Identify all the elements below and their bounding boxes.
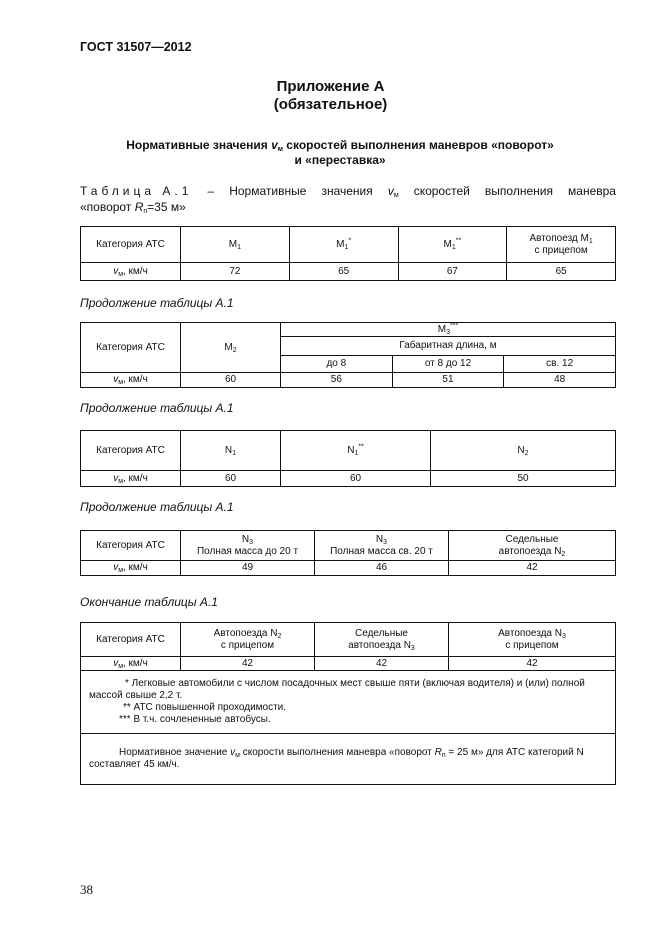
- value-cell: 42: [181, 657, 315, 671]
- final-note: Нормативное значение $v_м$ скорости выполнения маневра «поворот $R_п = 25$ м» для АТС категорий N составляет 45 км/ч.: [81, 734, 616, 785]
- header-category: Категория АТС: [81, 323, 181, 373]
- section-title: Нормативные значения $v_м$ скоростей выполнения маневров «поворот» и «переставка»: [126, 138, 554, 167]
- header-n2-trailer: Автопоезда $N_2$ с прицепом: [181, 623, 315, 657]
- table-a1-part2: [80, 322, 616, 388]
- table-row: [81, 227, 616, 263]
- value-cell: 60: [281, 471, 431, 487]
- continuation-label: Продолжение таблицы А.1: [80, 296, 234, 310]
- continuation-label: Продолжение таблицы А.1: [80, 401, 234, 415]
- header-n1: $N_1$: [181, 431, 281, 471]
- table-a1-part1: [80, 226, 616, 281]
- value-cell: 60: [181, 373, 281, 388]
- table-a1-part5: [80, 622, 616, 785]
- table-row: [81, 471, 616, 487]
- footnote: *** В т.ч. сочлененные автобусы.: [119, 714, 271, 725]
- table-row: [81, 373, 616, 388]
- value-cell: 50: [431, 471, 616, 487]
- header-semitrailer-n2: Седельные автопоезда $N_2$: [449, 531, 616, 561]
- value-cell: 56: [281, 373, 393, 388]
- appendix-subtitle: (обязательное): [273, 96, 388, 113]
- table-row: [81, 671, 616, 734]
- table-a1-part3: [80, 430, 616, 487]
- header-n3-trailer: Автопоезда $N_3$ с прицепом: [449, 623, 616, 657]
- value-cell: 42: [449, 657, 616, 671]
- value-cell: 49: [181, 561, 315, 576]
- table-row: [81, 531, 616, 561]
- end-label: Окончание таблицы А.1: [80, 595, 218, 609]
- value-cell: 72: [181, 263, 290, 281]
- value-cell: 48: [504, 373, 616, 388]
- continuation-label: Продолжение таблицы А.1: [80, 500, 234, 514]
- header-n3-over-20: $N_3$ Полная масса св. 20 т: [315, 531, 449, 561]
- row-label-speed: $v_м$, км/ч: [81, 373, 181, 388]
- appendix-title: Приложение А: [276, 78, 385, 95]
- table-caption: Таблица А.1 – Нормативные значения $v_м$ скоростей выполнения маневра «поворот $R_п=35$ м»: [80, 184, 616, 215]
- footnote: ** АТС повышенной проходимости.: [123, 702, 287, 713]
- value-cell: 60: [181, 471, 281, 487]
- row-label-speed: $v_м$, км/ч: [81, 657, 181, 671]
- header-m1-2star: $M_1^{**}$: [398, 227, 507, 263]
- header-range: св. 12: [504, 356, 616, 373]
- table-a1-part4: [80, 530, 616, 576]
- header-range: до 8: [281, 356, 393, 373]
- footnotes: [81, 671, 616, 734]
- header-n2: $N_2$: [431, 431, 616, 471]
- row-label-speed: $v_м$, км/ч: [81, 561, 181, 576]
- table-row: [81, 657, 616, 671]
- header-m1-star: $M_1^*$: [289, 227, 398, 263]
- header-range: от 8 до 12: [392, 356, 504, 373]
- value-cell: 65: [289, 263, 398, 281]
- value-cell: 46: [315, 561, 449, 576]
- value-cell: 42: [315, 657, 449, 671]
- value-cell: 42: [449, 561, 616, 576]
- header-n1-2star: $N_1^{**}$: [281, 431, 431, 471]
- row-label-speed: $v_м$, км/ч: [81, 471, 181, 487]
- header-overall-length: Габаритная длина, м: [281, 337, 616, 356]
- table-row: [81, 561, 616, 576]
- table-row: [81, 623, 616, 657]
- page-number: 38: [80, 882, 93, 897]
- table-row: [81, 263, 616, 281]
- header-category: Категория АТС: [81, 531, 181, 561]
- header-semitrailer-n3: Седельные автопоезда $N_3$: [315, 623, 449, 657]
- value-cell: 51: [392, 373, 504, 388]
- header-category: Категория АТС: [81, 227, 181, 263]
- appendix-heading: [0, 78, 661, 114]
- table-row: [81, 323, 616, 337]
- value-cell: 67: [398, 263, 507, 281]
- header-m3-group: $M_3^{***}$: [281, 323, 616, 337]
- table-row: [81, 734, 616, 785]
- row-label-speed: $v_м$, км/ч: [81, 263, 181, 281]
- header-category: Категория АТС: [81, 431, 181, 471]
- value-cell: 65: [507, 263, 616, 281]
- header-m2: $M_2$: [181, 323, 281, 373]
- footnote: * Легковые автомобили с числом посадочных мест свыше пяти (включая водителя) и (или) полной массой свыше 2,2 т.: [89, 678, 585, 701]
- table-row: [81, 431, 616, 471]
- header-n3-up-to-20: $N_3$ Полная масса до 20 т: [181, 531, 315, 561]
- header-m1-trailer: Автопоезд $M_1$ с прицепом: [507, 227, 616, 263]
- caption-label: Таблица А.1: [80, 184, 193, 198]
- document-header: ГОСТ 31507—2012: [80, 40, 192, 54]
- header-m1: $M_1$: [181, 227, 290, 263]
- header-category: Категория АТС: [81, 623, 181, 657]
